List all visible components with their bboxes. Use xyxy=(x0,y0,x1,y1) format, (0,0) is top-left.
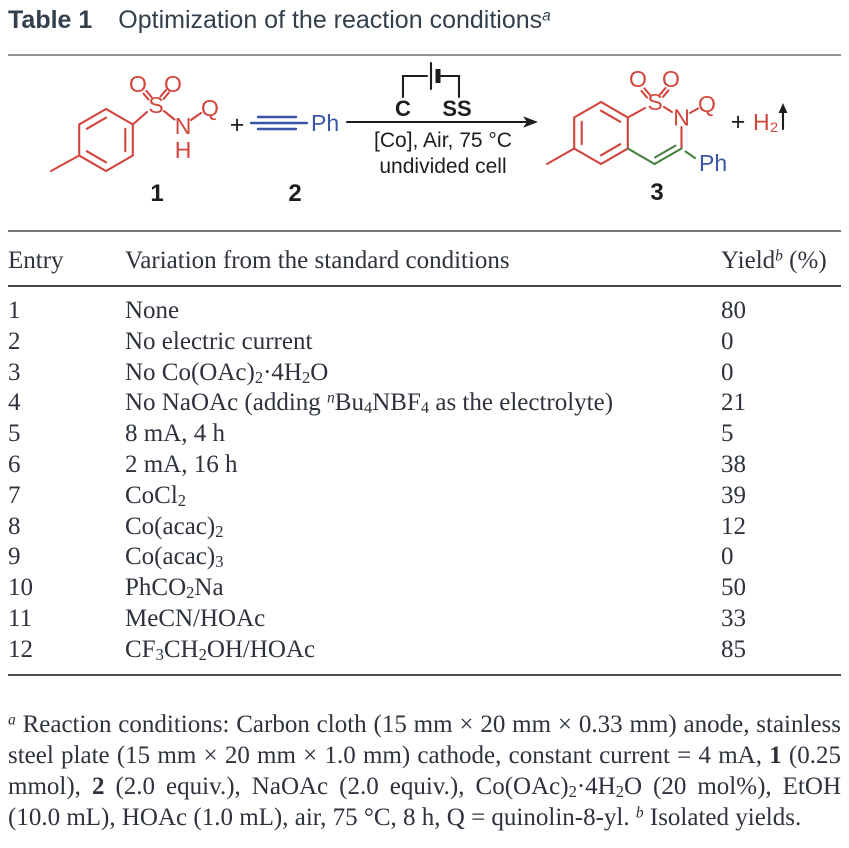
yield-header: Yield$^b$ (%) xyxy=(721,231,841,286)
yield-cell: 12 xyxy=(721,512,746,540)
entry-cell: 5 xyxy=(8,420,21,448)
entry-cell: 2 xyxy=(8,327,21,355)
yield-cell: 5 xyxy=(721,420,734,448)
caption-rule xyxy=(8,54,841,56)
yield-cell: 38 xyxy=(721,450,746,478)
table-body xyxy=(8,286,841,675)
compound-2-structure xyxy=(251,110,339,136)
table-header-row xyxy=(8,231,841,286)
table-row xyxy=(8,450,841,481)
cathode-label: SS xyxy=(442,96,472,121)
entry-cell: 10 xyxy=(8,574,33,602)
atom-label-o: O xyxy=(629,66,647,92)
yield-cell: 39 xyxy=(721,481,746,509)
variation-cell: No NaOAc (adding $^nBu_4NBF_4$ as the electrolyte) xyxy=(125,389,614,418)
entry-cell: 1 xyxy=(8,297,21,324)
entry-cell: 6 xyxy=(8,450,21,478)
atom-label-n: N xyxy=(673,104,690,131)
variation-cell: No electric current xyxy=(125,327,313,355)
variation-cell: 2 mA, 16 h xyxy=(125,450,238,478)
variation-cell: MeCN/HOAc xyxy=(125,604,266,632)
compound-label-2: 2 xyxy=(288,180,302,207)
compound-label-3: 3 xyxy=(650,179,664,206)
atom-label-h: H xyxy=(174,137,192,163)
reaction-scheme xyxy=(0,57,849,229)
caption-label: Table 1 xyxy=(8,6,93,34)
yield-cell: 80 xyxy=(721,297,746,324)
variation-cell: PhCO$_2$Na xyxy=(125,574,224,603)
table-row xyxy=(8,358,841,389)
atom-label-s: S xyxy=(148,92,164,118)
variation-cell: 8 mA, 4 h xyxy=(125,420,225,448)
phenyl-label: Ph xyxy=(699,150,728,176)
caption-text: Optimization of the reaction conditions$^a$ xyxy=(118,6,551,34)
table-row xyxy=(8,604,841,635)
table-row xyxy=(8,327,841,358)
yield-cell: 0 xyxy=(721,543,734,571)
results-table xyxy=(8,230,841,676)
table-row xyxy=(8,481,841,512)
yield-cell: 0 xyxy=(721,358,734,386)
atom-label-q: Q xyxy=(201,95,219,121)
gas-evolution-arrow-icon xyxy=(779,103,788,129)
entry-cell: 8 xyxy=(8,512,21,540)
compound-3-structure xyxy=(547,66,727,176)
battery-icon xyxy=(403,63,459,97)
variation-cell: $Co(acac)_2$ xyxy=(125,512,224,541)
table-row xyxy=(8,419,841,450)
variation-cell: $CF_3CH_2OH$/HOAc xyxy=(125,635,316,664)
entry-cell: 3 xyxy=(8,358,21,386)
atom-label-o: O xyxy=(662,66,680,92)
entry-cell: 9 xyxy=(8,543,21,571)
yield-cell: 50 xyxy=(721,574,746,602)
plus-sign: + xyxy=(229,111,245,139)
table-row xyxy=(8,573,841,604)
variation-cell: No $Co(OAc)_2\cdot 4H_2O$ xyxy=(125,358,329,387)
plus-sign: + xyxy=(730,108,746,136)
variation-cell: None xyxy=(125,297,180,324)
variation-cell: $Co(acac)_3$ xyxy=(125,543,224,572)
table-caption xyxy=(8,6,551,35)
footnote-text: $^a$ Reaction conditions: Carbon cloth (15 mm × 20 mm × 0.33 mm) anode, stainless steel plate (15 mm × 20 mm × 1.0 mm) cathode, constant current = 4 mA, 1 (0.25 mmol), 2 (2.0 equiv.), NaOAc (2.0 equiv.), $Co(OAc)_2\cdot 4H_2O$ (20 mol%), EtOH (10.0 mL), HOAc (1.0 mL), air, 75 °C, 8 h, Q = quinolin-8-yl. $^b$ Isolated yields. xyxy=(8,711,842,831)
atom-label-n: N xyxy=(174,113,192,139)
variation-cell: CoCl$_2$ xyxy=(125,481,187,510)
yield-cell: 85 xyxy=(721,635,746,663)
atom-label-o: O xyxy=(129,71,147,97)
yield-cell: 0 xyxy=(721,327,734,355)
table-row xyxy=(8,635,841,675)
condition-line-1: [Co], Air, 75 °C xyxy=(374,129,512,152)
compound-1-structure xyxy=(51,71,219,171)
compound-label-1: 1 xyxy=(150,180,164,207)
hydrogen-gas-label: H₂ xyxy=(753,109,779,135)
table-row xyxy=(8,542,841,573)
variation-header: Variation from the standard conditions xyxy=(125,231,721,286)
anode-label: C xyxy=(395,96,411,121)
phenyl-label: Ph xyxy=(311,110,340,136)
entry-header: Entry xyxy=(8,231,125,286)
condition-line-2: undivided cell xyxy=(379,155,507,178)
entry-cell: 4 xyxy=(8,389,21,417)
yield-cell: 21 xyxy=(721,389,746,417)
yield-cell: 33 xyxy=(721,604,746,632)
table-row xyxy=(8,286,841,327)
atom-label-s: S xyxy=(647,89,663,115)
table-row xyxy=(8,512,841,543)
atom-label-o: O xyxy=(164,71,182,97)
atom-label-q: Q xyxy=(698,91,716,117)
entry-cell: 12 xyxy=(8,635,33,663)
entry-cell: 11 xyxy=(8,604,33,632)
table-row xyxy=(8,388,841,419)
entry-cell: 7 xyxy=(8,481,21,509)
